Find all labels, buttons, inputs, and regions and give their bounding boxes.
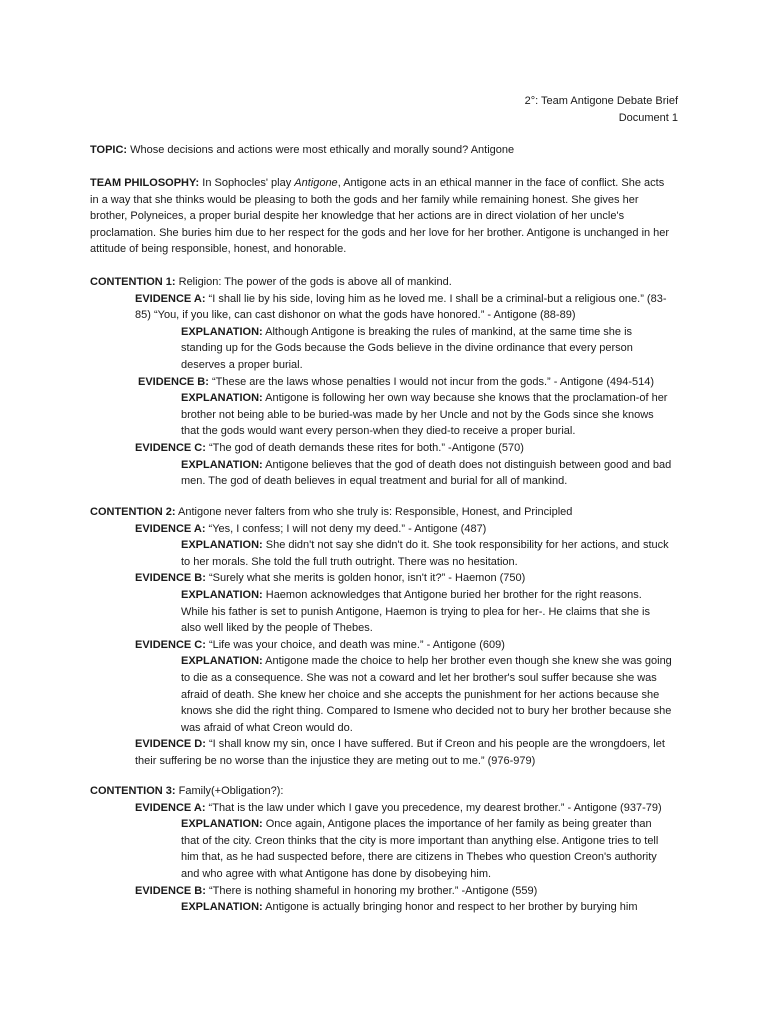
contention-heading [90,783,672,800]
evidence-b [138,374,672,391]
explanation-label: EXPLANATION: [181,588,263,601]
contention-1 [90,274,672,490]
evidence-text: “Life was your choice, and death was mine.” - Antigone (609) [205,638,505,651]
evidence-label: EVIDENCE B: [135,572,206,585]
evidence-label: EVIDENCE B: [135,884,206,897]
evidence-text: “I shall lie by his side, loving him as he loved me. I shall be a criminal-but a religious one.” (83-85) “You, if you like, can cast dishonor on what the gods have honored.” - Antigone (88-89) [135,292,667,322]
explanation [181,899,672,916]
evidence-text: “That is the law under which I gave you precedence, my dearest brother.” - Antigone (937-79) [205,801,662,814]
evidence-label: EVIDENCE D: [135,738,206,751]
topic-paragraph [90,142,672,159]
contention-text: Religion: The power of the gods is above all of mankind. [175,276,452,288]
contention-label: CONTENTION 3: [90,785,176,797]
contention-heading [90,274,672,291]
evidence-text: “Yes, I confess; I will not deny my deed.” - Antigone (487) [205,522,487,535]
evidence-text: “These are the laws whose penalties I would not incur from the gods.” - Antigone (494-514) [208,375,655,388]
contention-label: CONTENTION 2: [90,506,176,518]
explanation-text: Antigone is actually bringing honor and respect to her brother by burying him [262,901,638,914]
contention-text: Antigone never falters from who she truly is: Responsible, Honest, and Principled [175,506,573,518]
explanation-text: She didn't not say she didn't do it. She took responsibility for her actions, and stuck to her morals. She told the full truth outright. There was no hesitation. [181,539,669,568]
topic-text: Whose decisions and actions were most ethically and morally sound? Antigone [127,144,515,156]
explanation-label: EXPLANATION: [181,655,263,668]
explanation [181,587,672,637]
explanation [181,390,672,440]
philosophy-play-title: Antigone [294,177,338,189]
evidence-label: EVIDENCE B: [138,375,209,388]
evidence-d [135,736,672,769]
contention-2 [90,504,672,770]
explanation-text: Antigone believes that the god of death does not distinguish between good and bad men. The god of death believes in equal treatment and burial for all of mankind. [181,458,672,488]
header-title: 2°: Team Antigone Debate Brief [524,95,678,107]
evidence-c [135,637,672,654]
explanation-label: EXPLANATION: [181,901,263,914]
evidence-label: EVIDENCE A: [135,292,206,305]
explanation [181,537,672,570]
evidence-text: “I shall know my sin, once I have suffered. But if Creon and his people are the wrongdoers, let their suffering be no worse than the injustice they are meting out to me.” (976-979) [135,738,665,767]
explanation [181,653,672,736]
explanation-text: Antigone made the choice to help her brother even though she knew she was going to die as a consequence. She was not a coward and let her brother's soul suffer because she was afraid of death. She knew her choice and she accepts the punishment for her actions because she knows she did the right thing. Compared to Ismene who decided not to bury her brother because she was afraid of what Creon would do. [181,655,672,734]
explanation [181,816,672,882]
team-philosophy-paragraph [90,175,672,258]
evidence-label: EVIDENCE A: [135,522,206,535]
explanation-text: Antigone is following her own way because she knows that the proclamation-of her brother not being able to be buried-was made by her Uncle and not by the Gods since she knows that the gods would want every person-when they died-to receive a proper burial. [181,392,668,438]
evidence-text: “Surely what she merits is golden honor, isn't it?” - Haemon (750) [205,572,526,585]
evidence-a [135,521,672,538]
explanation [181,457,672,490]
evidence-label: EVIDENCE A: [135,801,206,814]
evidence-label: EVIDENCE C: [135,441,206,454]
explanation-text: Although Antigone is breaking the rules of mankind, at the same time she is standing up for the Gods because the Gods believe in the divine ordinance that every person deserves a proper burial. [181,325,633,371]
evidence-b [135,570,672,587]
evidence-text: “The god of death demands these rites for both.” -Antigone (570) [205,441,524,454]
evidence-c [135,440,672,457]
explanation-label: EXPLANATION: [181,818,263,831]
explanation [181,324,672,374]
contention-text: Family(+Obligation?): [175,785,284,797]
document-header [525,93,678,126]
explanation-label: EXPLANATION: [181,392,263,405]
contention-label: CONTENTION 1: [90,276,176,288]
explanation-label: EXPLANATION: [181,458,263,471]
contention-heading [90,504,672,521]
explanation-label: EXPLANATION: [181,325,263,338]
explanation-text: Once again, Antigone places the importance of her family as being greater than that of the city. Creon thinks that the city is more important than anything else. Antigone tries to tell him that, as he had suspected before, there are citizens in Thebes who question Creon's authority and who agree with what Antigone has done by disobeying him. [181,818,659,880]
contention-3 [90,783,672,916]
philosophy-text-post: , Antigone acts in an ethical manner in the face of conflict. She acts in a way that she thinks would be pleasing to both the gods and her family while remaining honest. She gives her brother, Polyneices, a proper burial despite her knowledge that her actions are in direct violation of her uncle's proclamation. She buries him due to her respect for the gods and her love for her brother. Antigone is unchanged in her attitude of being responsible, honest, and honorable. [90,177,670,256]
evidence-text: “There is nothing shameful in honoring my brother.” -Antigone (559) [205,884,538,897]
topic-label: TOPIC: [90,144,128,156]
evidence-a [135,291,672,324]
philosophy-label: TEAM PHILOSOPHY: [90,177,200,189]
explanation-label: EXPLANATION: [181,539,263,552]
evidence-b [135,883,672,900]
header-document-number: Document 1 [618,111,678,124]
philosophy-text-pre: In Sophocles' play [199,177,295,189]
evidence-a [135,800,672,817]
evidence-label: EVIDENCE C: [135,638,206,651]
explanation-text: Haemon acknowledges that Antigone buried her brother for the right reasons. While his father is set to punish Antigone, Haemon is trying to plea for her-. He claims that she is also well liked by the people of Thebes. [181,588,650,635]
